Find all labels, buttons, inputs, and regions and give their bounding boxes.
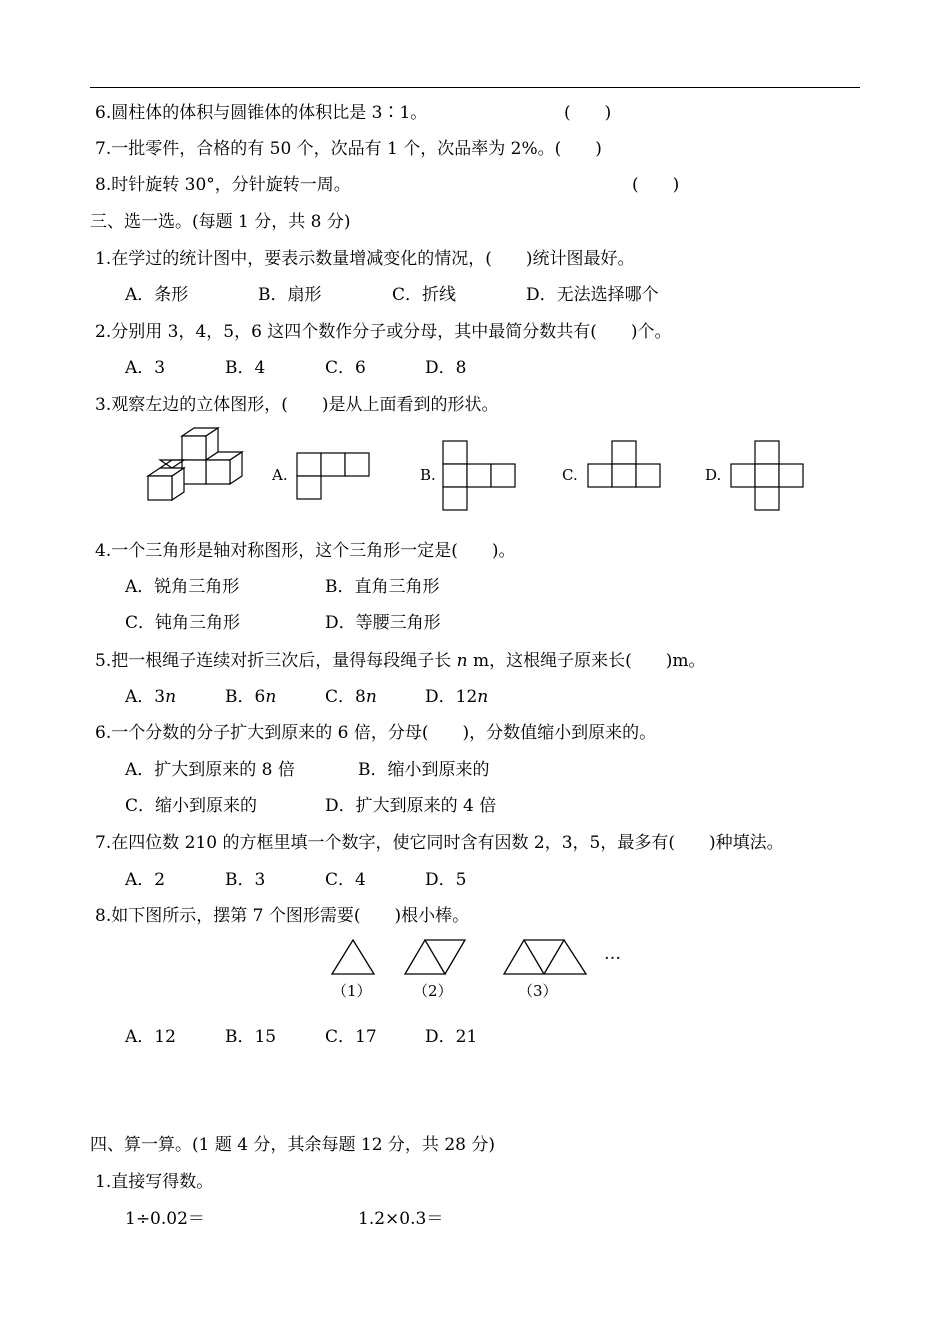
q8-fig-label-3: （3） bbox=[518, 982, 558, 1000]
q5-option-d: D．12n bbox=[425, 687, 489, 707]
cube-figure bbox=[140, 420, 250, 510]
q2-option-a: A．3 bbox=[125, 358, 166, 378]
q4-stem: 4.一个三角形是轴对称图形，这个三角形一定是( )。 bbox=[95, 541, 516, 561]
q5-option-b: B．6n bbox=[225, 687, 277, 707]
q6-option-c: C．缩小到原来的 bbox=[125, 796, 258, 816]
q3-label-b: B. bbox=[420, 466, 436, 484]
q7-option-c: C．4 bbox=[325, 870, 366, 890]
q3-label-c: C. bbox=[562, 466, 578, 484]
q6-option-d: D．扩大到原来的 4 倍 bbox=[325, 796, 497, 816]
s4-q1-expr-1: 1÷0.02＝ bbox=[125, 1209, 205, 1229]
q8-stem: 8.如下图所示，摆第 7 个图形需要( )根小棒。 bbox=[95, 906, 470, 926]
q1-option-b: B．扇形 bbox=[258, 285, 322, 305]
judge-item-8: 8.时针旋转 30°，分针旋转一周。 bbox=[95, 175, 351, 195]
s4-q1-stem: 1.直接写得数。 bbox=[95, 1172, 214, 1192]
q3-option-c-shape bbox=[587, 440, 661, 488]
q7-option-d: D．5 bbox=[425, 870, 467, 890]
q8-fig-label-1: （1） bbox=[332, 982, 372, 1000]
q8-option-b: B．15 bbox=[225, 1027, 277, 1047]
q5-option-c: C．8n bbox=[325, 687, 377, 707]
judge-bracket-6: ( ) bbox=[564, 103, 612, 123]
judge-item-6: 6.圆柱体的体积与圆锥体的体积比是 3∶1。 bbox=[95, 103, 428, 123]
judge-item-7: 7.一批零件，合格的有 50 个，次品有 1 个，次品率为 2%。( ) bbox=[95, 139, 602, 159]
q6-stem: 6.一个分数的分子扩大到原来的 6 倍，分母( )，分数值缩小到原来的。 bbox=[95, 723, 657, 743]
section3-heading: 三、选一选。(每题 1 分，共 8 分) bbox=[90, 212, 351, 232]
q8-fig-label-2: （2） bbox=[413, 982, 453, 1000]
q1-option-c: C．折线 bbox=[392, 285, 457, 305]
s4-q1-expr-2: 1.2×0.3＝ bbox=[358, 1209, 444, 1229]
judge-bracket-8: ( ) bbox=[632, 175, 680, 195]
q5-stem-var: n bbox=[456, 651, 468, 671]
q3-label-a: A. bbox=[272, 466, 288, 484]
q7-option-b: B．3 bbox=[225, 870, 266, 890]
q5-option-a: A．3n bbox=[125, 687, 177, 707]
q4-option-b: B．直角三角形 bbox=[325, 577, 440, 597]
q3-label-d: D. bbox=[705, 466, 722, 484]
q8-figure-3 bbox=[502, 938, 588, 976]
header-rule bbox=[90, 87, 860, 88]
q2-option-d: D．8 bbox=[425, 358, 467, 378]
section4-heading: 四、算一算。(1 题 4 分，其余每题 12 分，共 28 分) bbox=[90, 1135, 495, 1155]
q8-figure-2 bbox=[403, 938, 469, 976]
q1-option-d: D．无法选择哪个 bbox=[526, 285, 659, 305]
q8-option-a: A．12 bbox=[125, 1027, 176, 1047]
q4-option-c: C．钝角三角形 bbox=[125, 613, 241, 633]
q8-figure-1 bbox=[330, 938, 376, 976]
q7-option-a: A．2 bbox=[125, 870, 166, 890]
q1-option-a: A．条形 bbox=[125, 285, 189, 305]
q7-stem: 7.在四位数 210 的方框里填一个数字，使它同时含有因数 2，3，5，最多有( )种填法。 bbox=[95, 833, 784, 853]
q2-option-b: B．4 bbox=[225, 358, 266, 378]
q6-option-a: A．扩大到原来的 8 倍 bbox=[125, 760, 295, 780]
q8-option-c: C．17 bbox=[325, 1027, 377, 1047]
q6-option-b: B．缩小到原来的 bbox=[358, 760, 490, 780]
q3-stem: 3.观察左边的立体图形，( )是从上面看到的形状。 bbox=[95, 395, 499, 415]
q3-option-a-shape bbox=[296, 452, 370, 500]
q2-stem: 2.分别用 3，4，5，6 这四个数作分子或分母，其中最简分数共有( )个。 bbox=[95, 322, 672, 342]
q8-ellipsis: … bbox=[604, 944, 621, 964]
q4-option-a: A．锐角三角形 bbox=[125, 577, 240, 597]
q1-stem: 1.在学过的统计图中，要表示数量增减变化的情况，( )统计图最好。 bbox=[95, 249, 635, 269]
q5-stem-post: m，这根绳子原来长( )m。 bbox=[467, 651, 706, 671]
q8-option-d: D．21 bbox=[425, 1027, 478, 1047]
q3-option-b-shape bbox=[442, 440, 516, 512]
q5-stem-pre: 5.把一根绳子连续对折三次后，量得每段绳子长 bbox=[95, 651, 457, 671]
q5-stem bbox=[95, 650, 706, 672]
q2-option-c: C．6 bbox=[325, 358, 366, 378]
q3-option-d-shape bbox=[730, 440, 804, 512]
q4-option-d: D．等腰三角形 bbox=[325, 613, 441, 633]
